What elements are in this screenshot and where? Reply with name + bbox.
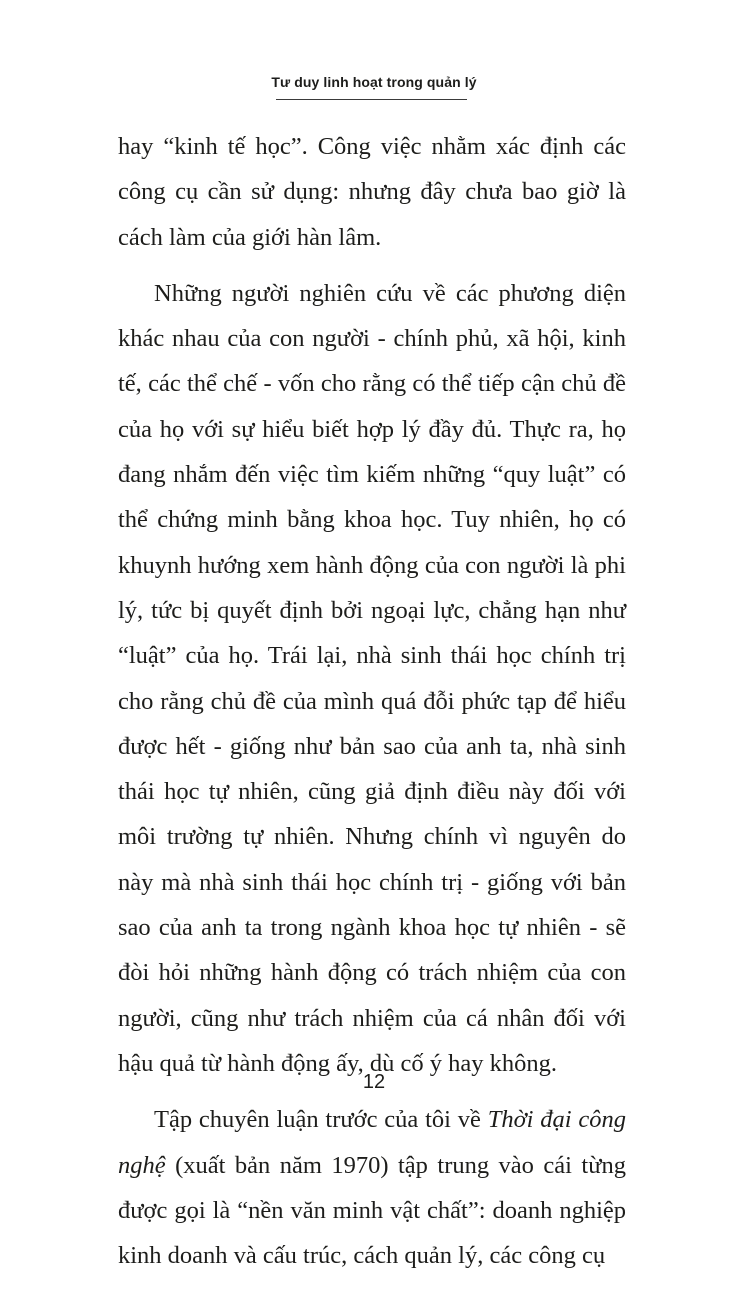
header-underline [276, 99, 467, 100]
paragraph-3-rest: (xuất bản năm 1970) tập trung vào cái từng được gọi là “nền văn minh vật chất”: doanh nghiệp kinh doanh và cấu trúc, cách quản lý, các công cụ [118, 1151, 626, 1270]
page-number: 12 [362, 1071, 386, 1093]
paragraph-3 [118, 1097, 626, 1278]
paragraph-2: Những người nghiên cứu về các phương diện khác nhau của con người - chính phủ, xã hội, kinh tế, các thể chế - vốn cho rằng có thể tiếp cận chủ đề của họ với sự hiểu biết hợp lý đầy đủ. Thực ra, họ đang nhắm đến việc tìm kiếm những “quy luật” có thể chứng minh bằng khoa học. Tuy nhiên, họ có khuynh hướng xem hành động của con người là phi lý, tức bị quyết định bởi ngoại lực, chẳng hạn như “luật” của họ. Trái lại, nhà sinh thái học chính trị cho rằng chủ đề của mình quá đỗi phức tạp để hiểu được hết - giống như bản sao của anh ta, nhà sinh thái học tự nhiên, cũng giả định điều này đối với môi trường tự nhiên. Nhưng chính vì nguyên do này mà nhà sinh thái học chính trị - giống với bản sao của anh ta trong ngành khoa học tự nhiên - sẽ đòi hỏi những hành động có trách nhiệm của con người, cũng như trách nhiệm của cá nhân đối với hậu quả từ hành động ấy, dù cố ý hay không. [118, 279, 626, 1077]
paragraph-3-lead: Tập chuyên luận trước của tôi về [154, 1106, 488, 1134]
paragraph-1: hay “kinh tế học”. Công việc nhằm xác định các công cụ cần sử dụng: nhưng đây chưa bao giờ là cách làm của giới hàn lâm. [118, 133, 626, 251]
page-body [118, 124, 626, 1289]
book-title-italic: Thời đại công nghệ [118, 1106, 626, 1179]
running-header-title: Tư duy linh hoạt trong quản lý [271, 74, 477, 90]
